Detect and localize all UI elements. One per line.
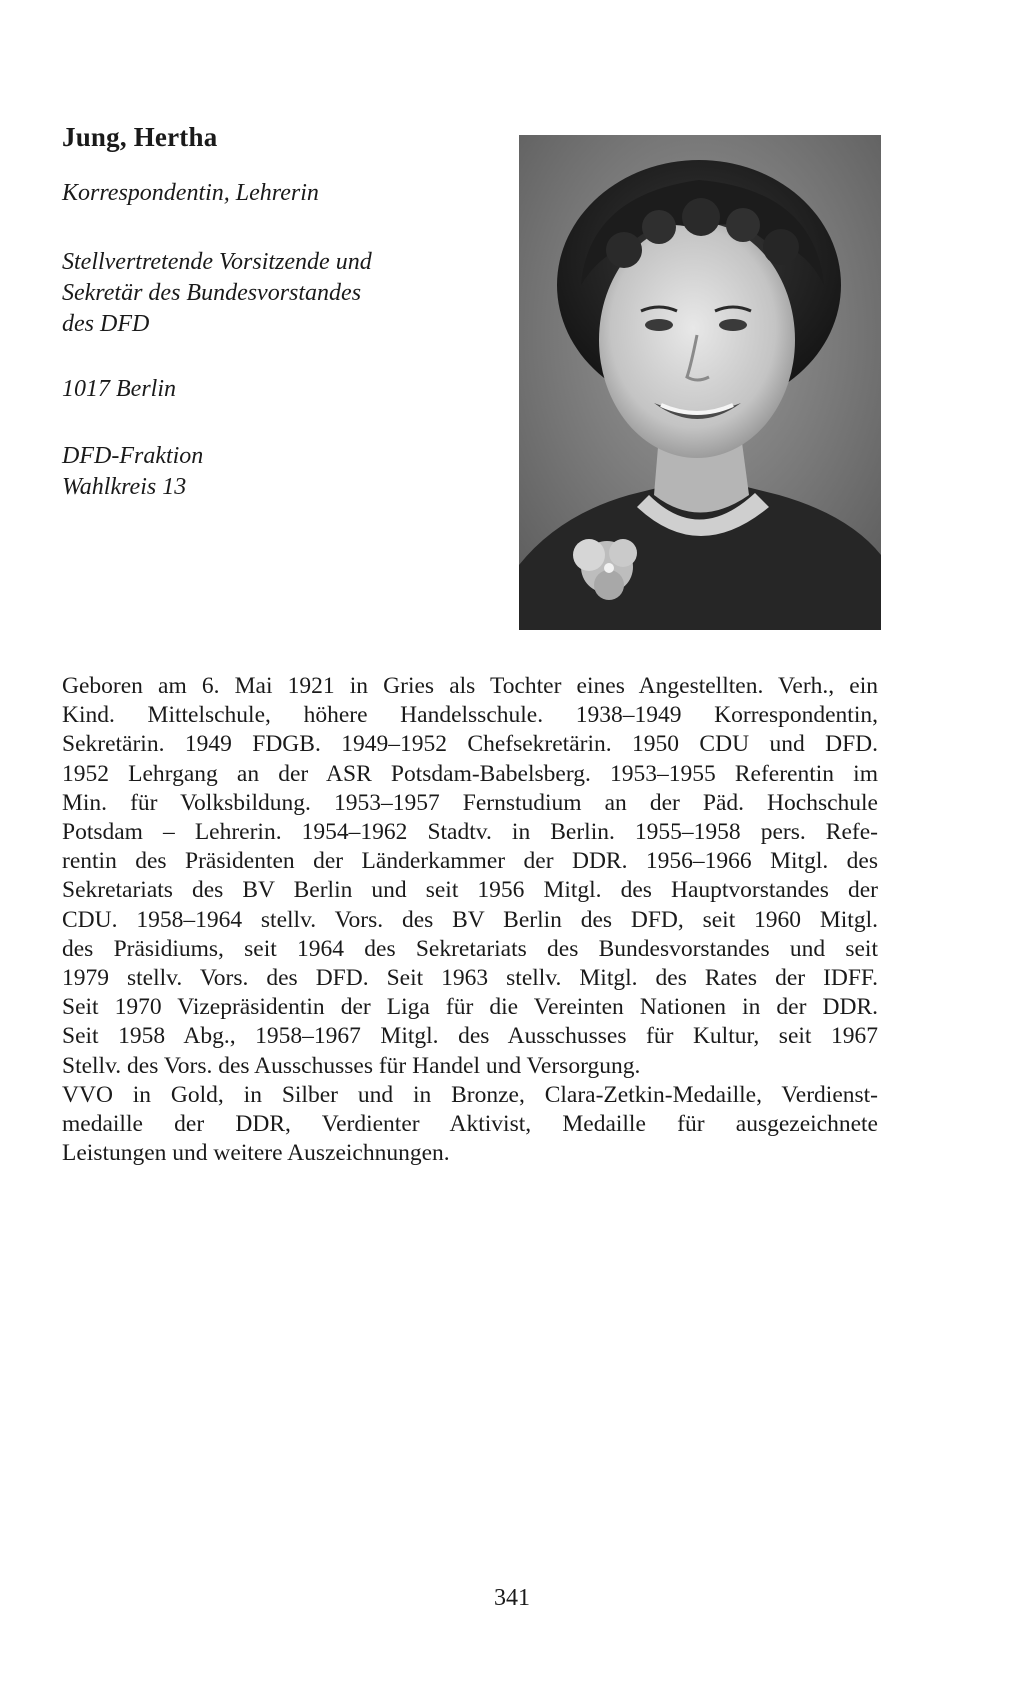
entry-occupation bbox=[62, 178, 319, 209]
portrait-photo bbox=[519, 135, 881, 630]
bio-line: Sekretariats des BV Berlin und seit 1956 Mitgl. des Hauptvorstandes der bbox=[62, 877, 878, 904]
function-line: Stellvertretende Vorsitzende und bbox=[62, 249, 372, 275]
occupation-text: Korrespondentin, Lehrerin bbox=[62, 180, 319, 206]
entry-name: Jung, Hertha bbox=[62, 122, 218, 152]
bio-line: medaille der DDR, Verdienter Aktivist, Medaille für ausgezeichnete bbox=[62, 1111, 878, 1138]
entry-city bbox=[62, 374, 176, 405]
bio-line: 1952 Lehrgang an der ASR Potsdam-Babelsberg. 1953–1955 Referentin im bbox=[62, 760, 878, 787]
bio-line: CDU. 1958–1964 stellv. Vors. des BV Berlin des DFD, seit 1960 Mitgl. bbox=[62, 906, 878, 933]
function-line: des DFD bbox=[62, 311, 150, 337]
bio-line: Seit 1958 Abg., 1958–1967 Mitgl. des Ausschusses für Kultur, seit 1967 bbox=[62, 1023, 878, 1050]
city-text: 1017 Berlin bbox=[62, 376, 176, 402]
bio-line: Geboren am 6. Mai 1921 in Gries als Tochter eines Angestellten. Verh., ein bbox=[62, 673, 878, 699]
faction-line: Wahlkreis 13 bbox=[62, 474, 187, 500]
bio-line: Leistungen und weitere Auszeichnungen. bbox=[62, 1140, 450, 1167]
bio-line: Kind. Mittelschule, höhere Handelsschule. 1938–1949 Korrespondentin, bbox=[62, 702, 878, 729]
biography-text bbox=[62, 672, 878, 1168]
bio-line: Sekretärin. 1949 FDGB. 1949–1952 Chefsekretärin. 1950 CDU und DFD. bbox=[62, 731, 878, 758]
bio-line: Stellv. des Vors. des Ausschusses für Handel und Versorgung. bbox=[62, 1052, 641, 1079]
bio-line: Potsdam – Lehrerin. 1954–1962 Stadtv. in Berlin. 1955–1958 pers. Refe- bbox=[62, 819, 878, 846]
entry-function bbox=[62, 247, 372, 340]
bio-line: 1979 stellv. Vors. des DFD. Seit 1963 stellv. Mitgl. des Rates der IDFF. bbox=[62, 965, 878, 992]
portrait-illustration bbox=[519, 135, 881, 630]
faction-line: DFD-Fraktion bbox=[62, 443, 204, 469]
bio-line: rentin des Präsidenten der Länderkammer der DDR. 1956–1966 Mitgl. des bbox=[62, 848, 878, 875]
bio-line: VVO in Gold, in Silber und in Bronze, Clara-Zetkin-Medaille, Verdienst- bbox=[62, 1081, 878, 1108]
bio-line: Seit 1970 Vizepräsidentin der Liga für die Vereinten Nationen in der DDR. bbox=[62, 994, 878, 1021]
entry-faction bbox=[62, 441, 203, 503]
bio-line: Min. für Volksbildung. 1953–1957 Fernstudium an der Päd. Hochschule bbox=[62, 789, 878, 816]
bio-line: des Präsidiums, seit 1964 des Sekretariats des Bundesvorstandes und seit bbox=[62, 935, 878, 962]
page-number: 341 bbox=[494, 1585, 530, 1611]
function-line: Sekretär des Bundesvorstandes bbox=[62, 280, 362, 306]
